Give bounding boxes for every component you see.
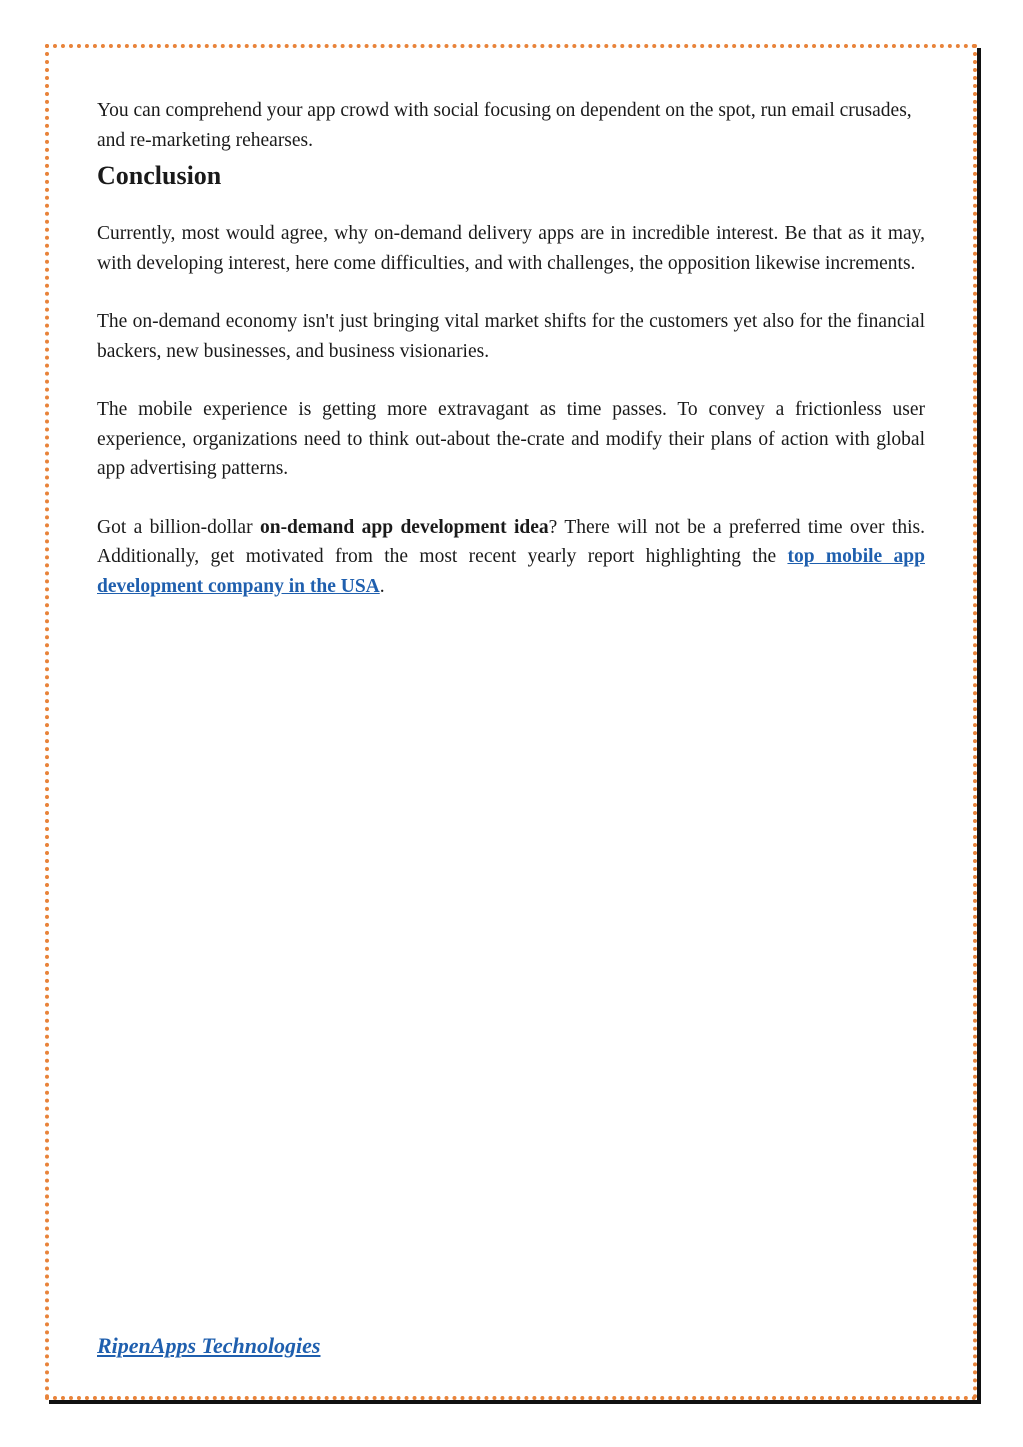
- footer-company-link[interactable]: RipenApps Technologies: [97, 1333, 321, 1358]
- paragraph-1: Currently, most would agree, why on-demand delivery apps are in incredible interest. Be that as it may, with developing interest, here come difficulties, and with challenges, the opposition likewise increments.: [97, 223, 925, 274]
- final-text-middle: ? There will not be a preferred time over this. Additionally, get motivated from the most recent yearly report highlighting the: [97, 516, 925, 567]
- company-link[interactable]: top mobile app development company in the USA: [97, 546, 925, 597]
- bold-phrase: on-demand app development idea: [259, 516, 549, 538]
- intro-paragraph: You can comprehend your app crowd with social focusing on dependent on the spot, run email crusades, and re-marketing rehearses.: [97, 100, 912, 151]
- paragraph-3: The mobile experience is getting more extravagant as time passes. To convey a frictionless user experience, organizations need to think out-about the-crate and modify their plans of action with global app advertising patterns.: [97, 399, 925, 479]
- final-paragraph: [97, 513, 925, 602]
- section-heading: Conclusion: [97, 161, 222, 190]
- document-body: [97, 96, 925, 601]
- final-text-end: .: [379, 575, 385, 597]
- final-text-start: Got a billion-dollar: [97, 516, 260, 538]
- paragraph-2: The on-demand economy isn't just bringing vital market shifts for the customers yet also for the financial backers, new businesses, and business visionaries.: [97, 311, 925, 362]
